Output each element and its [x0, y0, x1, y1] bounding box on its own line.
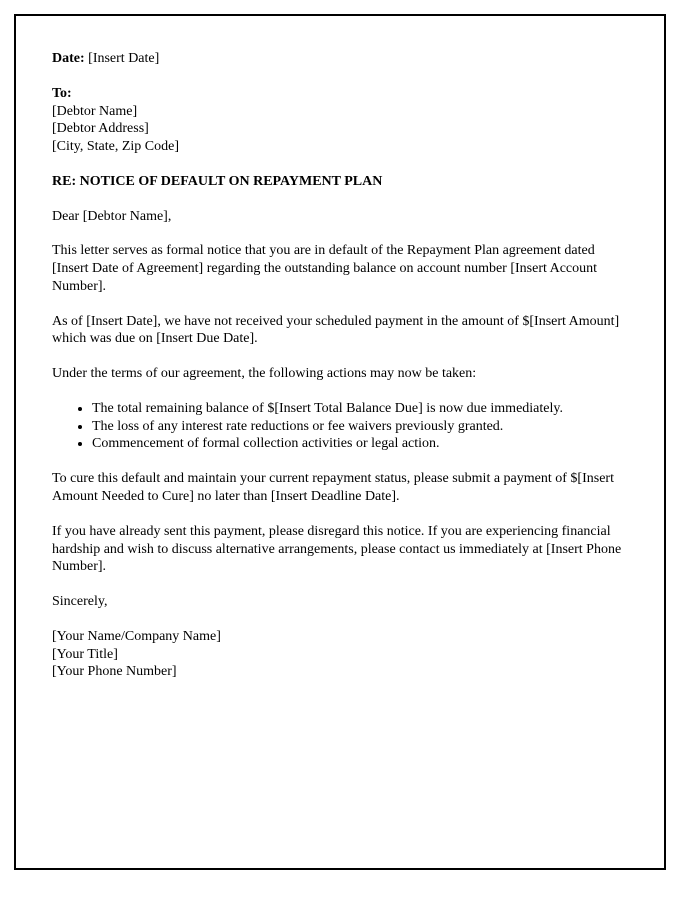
signature-name-line: [Your Name/Company Name] [52, 628, 221, 644]
date-value: [Insert Date] [84, 51, 160, 66]
paragraph-hardship-contact: If you have already sent this payment, please disregard this notice. If you are experiencing financial hardship and wish to discuss alternative arrangements, please contact us immediately at [Insert Phone Number]. [52, 523, 622, 575]
actions-list [52, 400, 628, 453]
closing: Sincerely, [52, 594, 108, 610]
signature-title-line: [Your Title] [52, 646, 118, 662]
paragraph-default-notice: This letter serves as formal notice that you are in default of the Repayment Plan agreement dated [Insert Date of Agreement] regarding the outstanding balance on account number [Insert Account Number]. [52, 243, 598, 294]
action-item-balance-due: • The total remaining balance of $[Insert Total Balance Due] is now due immediately. [92, 400, 628, 418]
date-line [52, 50, 628, 68]
recipient-name-line: [Debtor Name] [52, 103, 138, 119]
action-item-loss-of-waivers: • The loss of any interest rate reductions or fee waivers previously granted. [92, 418, 628, 436]
signature-phone-line: [Your Phone Number] [52, 664, 177, 680]
paragraph-missed-payment: As of [Insert Date], we have not received your scheduled payment in the amount of $[Insert Amount] which was due on [Insert Due Date]. [52, 313, 620, 347]
recipient-address-line: [Debtor Address] [52, 121, 149, 137]
to-label: To: [52, 85, 72, 101]
recipient-city-line: [City, State, Zip Code] [52, 139, 180, 155]
paragraph-cure-default: To cure this default and maintain your current repayment status, please submit a payment of $[Insert Amount Needed to Cure] no later than [Insert Deadline Date]. [52, 471, 614, 505]
action-item-collection: • Commencement of formal collection activities or legal action. [92, 435, 628, 453]
paragraph-actions-intro: Under the terms of our agreement, the following actions may now be taken: [52, 366, 477, 382]
subject-line: RE: NOTICE OF DEFAULT ON REPAYMENT PLAN [52, 173, 383, 189]
date-label: Date: [52, 51, 85, 66]
letter-frame [14, 14, 666, 870]
salutation: Dear [Debtor Name], [52, 208, 172, 224]
